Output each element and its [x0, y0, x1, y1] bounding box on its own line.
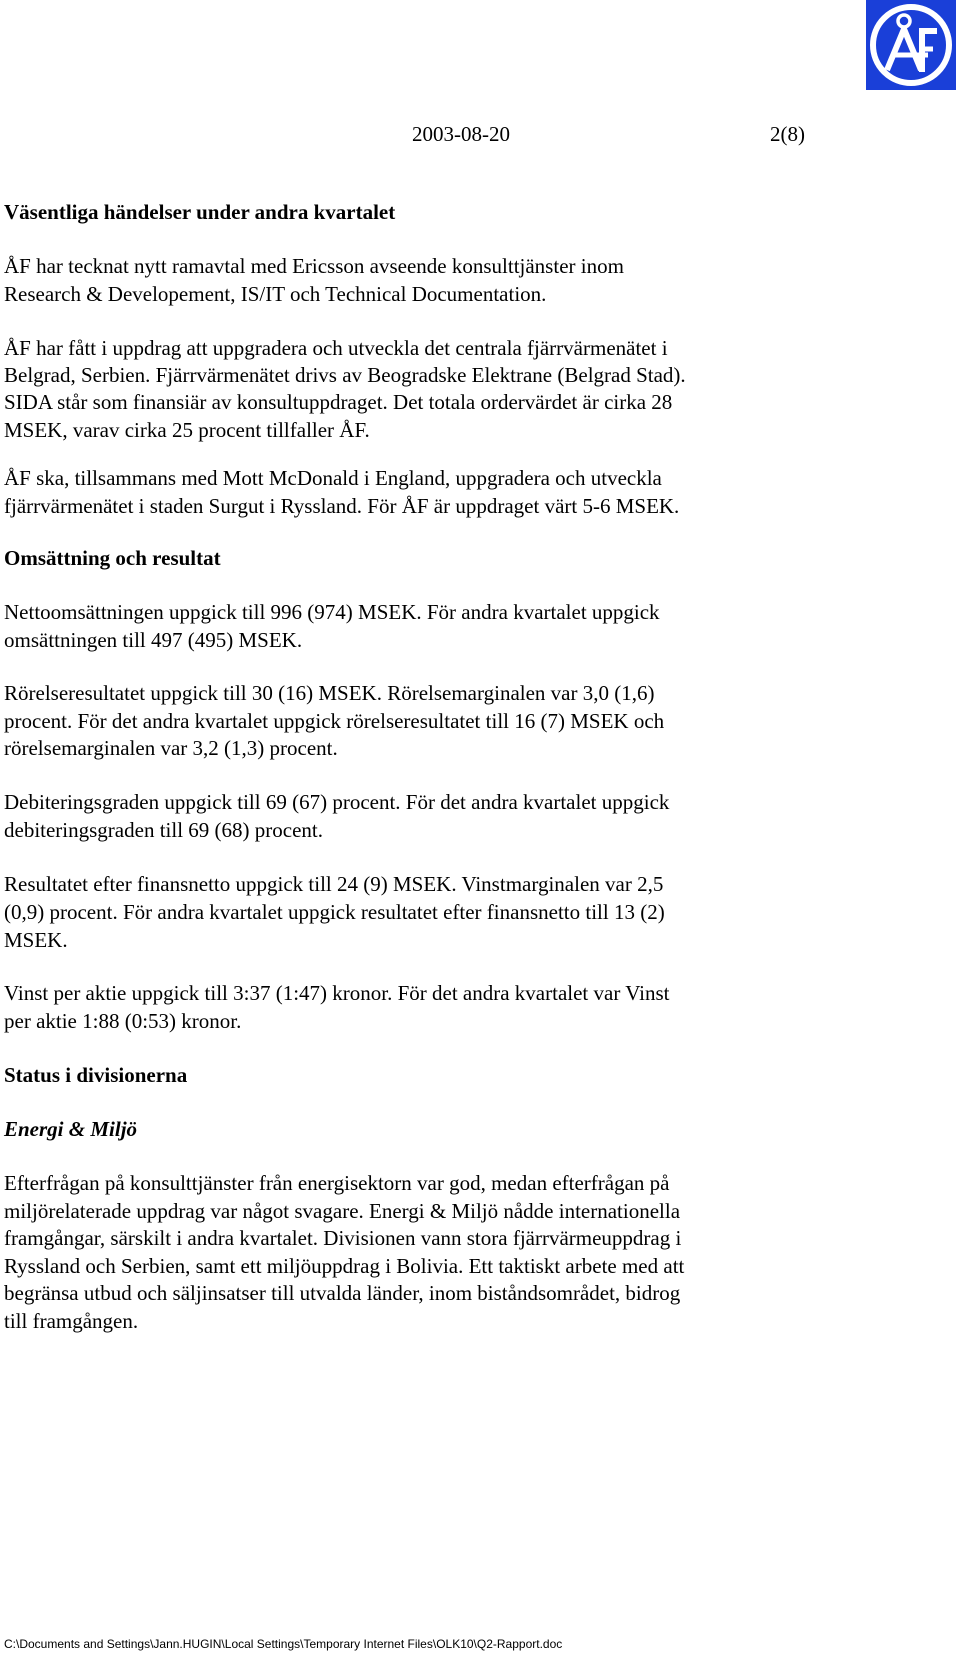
paragraph-line: ÅF har tecknat nytt ramavtal med Ericsson avseende konsulttjänster inom	[4, 254, 624, 278]
paragraph-line: Debiteringsgraden uppgick till 69 (67) procent. För det andra kvartalet uppgick	[4, 790, 670, 814]
paragraph-line: miljörelaterade uppdrag var något svagare. Energi & Miljö nådde internationella	[4, 1199, 681, 1223]
paragraph-line: Resultatet efter finansnetto uppgick till 24 (9) MSEK. Vinstmarginalen var 2,5	[4, 872, 664, 896]
paragraph-line: Ryssland och Serbien, samt ett miljöuppdrag i Bolivia. Ett taktiskt arbete med att	[4, 1254, 685, 1278]
page-number: 2(8)	[770, 122, 805, 146]
section-heading: Status i divisionerna	[4, 1063, 188, 1087]
paragraph-line: procent. För det andra kvartalet uppgick rörelseresultatet till 16 (7) MSEK och	[4, 709, 665, 733]
paragraph-line: rörelsemarginalen var 3,2 (1,3) procent.	[4, 736, 338, 760]
paragraph-line: ÅF ska, tillsammans med Mott McDonald i England, uppgradera och utveckla	[4, 466, 662, 490]
paragraph-line: Belgrad, Serbien. Fjärrvärmenätet drivs av Beogradske Elektrane (Belgrad Stad).	[4, 363, 686, 387]
paragraph-line: debiteringsgraden till 69 (68) procent.	[4, 818, 323, 842]
paragraph-line: Vinst per aktie uppgick till 3:37 (1:47) kronor. För det andra kvartalet var Vinst	[4, 981, 670, 1005]
paragraph-line: Efterfrågan på konsulttjänster från energisektorn var god, medan efterfrågan på	[4, 1171, 670, 1195]
paragraph-line: omsättningen till 497 (495) MSEK.	[4, 628, 303, 652]
section-heading: Väsentliga händelser under andra kvartalet	[4, 200, 396, 224]
document-date: 2003-08-20	[412, 122, 510, 146]
page-header	[0, 122, 960, 152]
paragraph-line: Rörelseresultatet uppgick till 30 (16) MSEK. Rörelsemarginalen var 3,0 (1,6)	[4, 681, 655, 705]
paragraph-line: (0,9) procent. För andra kvartalet uppgick resultatet efter finansnetto till 13 (2)	[4, 900, 665, 924]
paragraph-line: MSEK, varav cirka 25 procent tillfaller ÅF.	[4, 418, 370, 442]
paragraph-line: till framgången.	[4, 1309, 139, 1333]
paragraph-line: MSEK.	[4, 928, 68, 952]
paragraph-line: fjärrvärmenätet i staden Surgut i Ryssland. För ÅF är uppdraget värt 5-6 MSEK.	[4, 494, 680, 518]
paragraph-line: begränsa utbud och säljinsatser till utvalda länder, inom biståndsområdet, bidrog	[4, 1281, 681, 1305]
section-heading: Energi & Miljö	[4, 1117, 138, 1141]
paragraph-line: Research & Developement, IS/IT och Technical Documentation.	[4, 282, 547, 306]
paragraph-line: framgångar, särskilt i andra kvartalet. Divisionen vann stora fjärrvärmeuppdrag i	[4, 1226, 682, 1250]
af-logo	[866, 0, 956, 90]
paragraph-line: ÅF har fått i uppdrag att uppgradera och utveckla det centrala fjärrvärmenätet i	[4, 336, 668, 360]
footer-file-path: C:\Documents and Settings\Jann.HUGIN\Local Settings\Temporary Internet Files\OLK10\Q2-Rapport.doc	[4, 1637, 563, 1651]
paragraph-line: per aktie 1:88 (0:53) kronor.	[4, 1009, 242, 1033]
section-heading: Omsättning och resultat	[4, 546, 221, 570]
paragraph-line: Nettoomsättningen uppgick till 996 (974) MSEK. För andra kvartalet uppgick	[4, 600, 660, 624]
paragraph-line: SIDA står som finansiär av konsultuppdraget. Det totala ordervärdet är cirka 28	[4, 390, 673, 414]
